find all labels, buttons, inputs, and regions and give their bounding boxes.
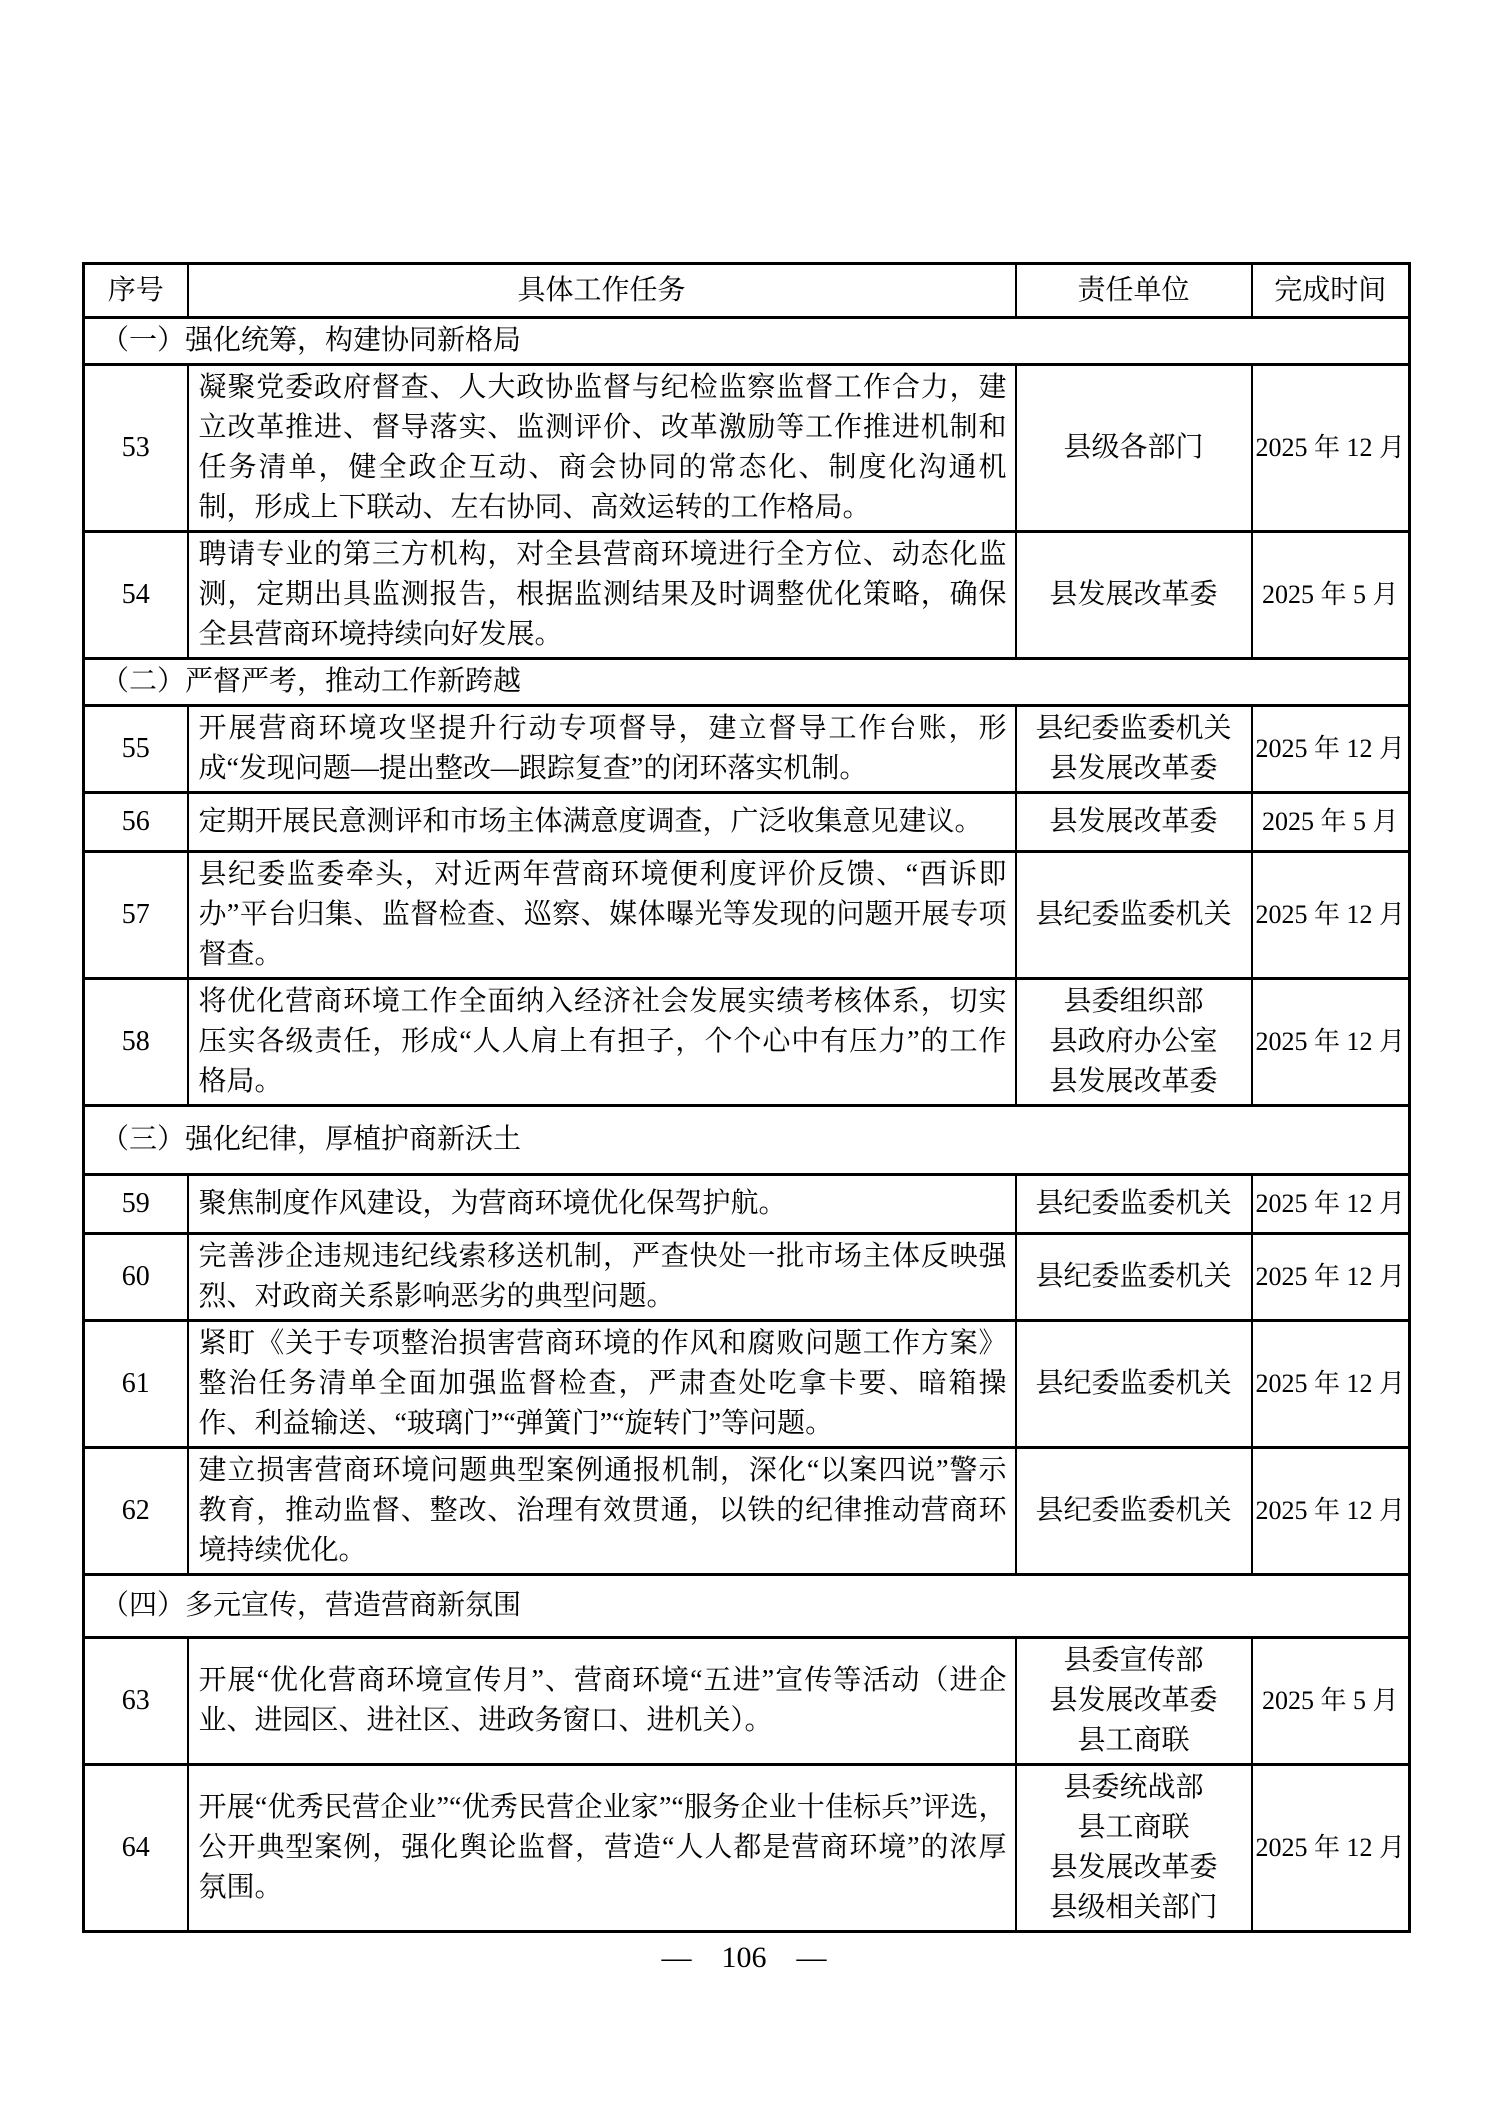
section-row — [84, 1575, 1410, 1638]
task-cell: 县纪委监委牵头，对近两年营商环境便利度评价反馈、“酉诉即办”平台归集、监督检查、巡察、媒体曝光等发现的问题开展专项督查。 — [188, 852, 1016, 979]
task-cell: 定期开展民意测评和市场主体满意度调查，广泛收集意见建议。 — [188, 793, 1016, 852]
row-number-cell: 58 — [84, 979, 188, 1106]
unit-line: 县级相关部门 — [1049, 1892, 1218, 1923]
footer-right-dash: — — [796, 1941, 827, 1974]
table-header-row — [84, 264, 1410, 318]
unit-line: 县纪委监委机关 — [1035, 1368, 1232, 1399]
section-row — [84, 318, 1410, 365]
task-cell: 凝聚党委政府督查、人大政协监督与纪检监察监督工作合力，建立改革推进、督导落实、监测评价、改革激励等工作推进机制和任务清单，健全政企互动、商会协同的常态化、制度化沟通机制，形成上下联动、左右协同、高效运转的工作格局。 — [188, 365, 1016, 532]
task-cell: 紧盯《关于专项整治损害营商环境的作风和腐败问题工作方案》整治任务清单全面加强监督检查，严肃查处吃拿卡要、暗箱操作、利益输送、“玻璃门”“弹簧门”“旋转门”等问题。 — [188, 1321, 1016, 1448]
unit-line: 县发展改革委 — [1049, 1685, 1218, 1716]
section-title: （三）强化纪律，厚植护商新沃土 — [84, 1106, 1410, 1175]
table-row — [84, 1638, 1410, 1765]
time-cell: 2025 年 5 月 — [1252, 532, 1410, 659]
column-header-unit: 责任单位 — [1016, 264, 1252, 318]
unit-line: 县发展改革委 — [1049, 579, 1218, 610]
section-title: （二）严督严考，推动工作新跨越 — [84, 659, 1410, 706]
row-number-cell: 53 — [84, 365, 188, 532]
unit-line: 县纪委监委机关 — [1035, 899, 1232, 930]
row-number-cell: 64 — [84, 1765, 188, 1932]
time-cell: 2025 年 12 月 — [1252, 979, 1410, 1106]
time-cell: 2025 年 12 月 — [1252, 1448, 1410, 1575]
table-row — [84, 365, 1410, 532]
unit-line: 县级各部门 — [1063, 432, 1204, 463]
time-cell: 2025 年 12 月 — [1252, 1765, 1410, 1932]
unit-cell — [1016, 1321, 1252, 1448]
unit-line: 县纪委监委机关 — [1035, 713, 1232, 744]
column-header-time: 完成时间 — [1252, 264, 1410, 318]
section-row — [84, 659, 1410, 706]
unit-cell — [1016, 852, 1252, 979]
task-cell: 建立损害营商环境问题典型案例通报机制，深化“以案四说”警示教育，推动监督、整改、治理有效贯通，以铁的纪律推动营商环境持续优化。 — [188, 1448, 1016, 1575]
unit-line: 县纪委监委机关 — [1035, 1188, 1232, 1219]
task-cell: 聚焦制度作风建设，为营商环境优化保驾护航。 — [188, 1175, 1016, 1234]
row-number-cell: 55 — [84, 706, 188, 793]
unit-line: 县纪委监委机关 — [1035, 1495, 1232, 1526]
task-cell: 聘请专业的第三方机构，对全县营商环境进行全方位、动态化监测，定期出具监测报告，根据监测结果及时调整优化策略，确保全县营商环境持续向好发展。 — [188, 532, 1016, 659]
time-cell: 2025 年 12 月 — [1252, 852, 1410, 979]
table-row — [84, 1321, 1410, 1448]
unit-line: 县工商联 — [1077, 1812, 1190, 1843]
unit-line: 县委组织部 — [1063, 986, 1204, 1017]
unit-cell — [1016, 365, 1252, 532]
unit-cell — [1016, 706, 1252, 793]
table-row — [84, 532, 1410, 659]
unit-line: 县发展改革委 — [1049, 1066, 1218, 1097]
task-cell: 完善涉企违规违纪线索移送机制，严查快处一批市场主体反映强烈、对政商关系影响恶劣的典型问题。 — [188, 1234, 1016, 1321]
section-title: （四）多元宣传，营造营商新氛围 — [84, 1575, 1410, 1638]
page-footer — [0, 1938, 1488, 1978]
task-cell: 将优化营商环境工作全面纳入经济社会发展实绩考核体系，切实压实各级责任，形成“人人肩上有担子，个个心中有压力”的工作格局。 — [188, 979, 1016, 1106]
unit-cell — [1016, 1175, 1252, 1234]
unit-cell — [1016, 532, 1252, 659]
time-cell: 2025 年 12 月 — [1252, 706, 1410, 793]
time-cell: 2025 年 12 月 — [1252, 1234, 1410, 1321]
row-number-cell: 56 — [84, 793, 188, 852]
time-cell: 2025 年 12 月 — [1252, 1321, 1410, 1448]
unit-cell — [1016, 793, 1252, 852]
task-cell: 开展“优秀民营企业”“优秀民营企业家”“服务企业十佳标兵”评选，公开典型案例，强化舆论监督，营造“人人都是营商环境”的浓厚氛围。 — [188, 1765, 1016, 1932]
unit-line: 县工商联 — [1077, 1725, 1190, 1756]
column-header-task: 具体工作任务 — [188, 264, 1016, 318]
section-title: （一）强化统筹，构建协同新格局 — [84, 318, 1410, 365]
table-row — [84, 979, 1410, 1106]
unit-cell — [1016, 1234, 1252, 1321]
unit-line: 县发展改革委 — [1049, 753, 1218, 784]
footer-left-dash: — — [661, 1941, 692, 1974]
table-row — [84, 1175, 1410, 1234]
unit-line: 县委宣传部 — [1063, 1645, 1204, 1676]
unit-line: 县政府办公室 — [1049, 1026, 1218, 1057]
unit-line: 县发展改革委 — [1049, 1852, 1218, 1883]
column-header-serial: 序号 — [84, 264, 188, 318]
time-cell: 2025 年 5 月 — [1252, 793, 1410, 852]
row-number-cell: 59 — [84, 1175, 188, 1234]
table-row — [84, 706, 1410, 793]
page-number: 106 — [721, 1941, 767, 1974]
unit-line: 县发展改革委 — [1049, 806, 1218, 837]
section-row — [84, 1106, 1410, 1175]
unit-cell — [1016, 1638, 1252, 1765]
unit-line: 县纪委监委机关 — [1035, 1261, 1232, 1292]
task-cell: 开展“优化营商环境宣传月”、营商环境“五进”宣传等活动（进企业、进园区、进社区、进政务窗口、进机关）。 — [188, 1638, 1016, 1765]
work-task-table — [82, 262, 1411, 1933]
table-row — [84, 1448, 1410, 1575]
unit-cell — [1016, 1765, 1252, 1932]
row-number-cell: 60 — [84, 1234, 188, 1321]
time-cell: 2025 年 5 月 — [1252, 1638, 1410, 1765]
table-row — [84, 793, 1410, 852]
table-row — [84, 852, 1410, 979]
table-row — [84, 1765, 1410, 1932]
table-row — [84, 1234, 1410, 1321]
row-number-cell: 54 — [84, 532, 188, 659]
task-cell: 开展营商环境攻坚提升行动专项督导，建立督导工作台账，形成“发现问题—提出整改—跟踪复查”的闭环落实机制。 — [188, 706, 1016, 793]
row-number-cell: 62 — [84, 1448, 188, 1575]
row-number-cell: 63 — [84, 1638, 188, 1765]
time-cell: 2025 年 12 月 — [1252, 1175, 1410, 1234]
unit-cell — [1016, 979, 1252, 1106]
time-cell: 2025 年 12 月 — [1252, 365, 1410, 532]
row-number-cell: 57 — [84, 852, 188, 979]
unit-line: 县委统战部 — [1063, 1772, 1204, 1803]
row-number-cell: 61 — [84, 1321, 188, 1448]
unit-cell — [1016, 1448, 1252, 1575]
